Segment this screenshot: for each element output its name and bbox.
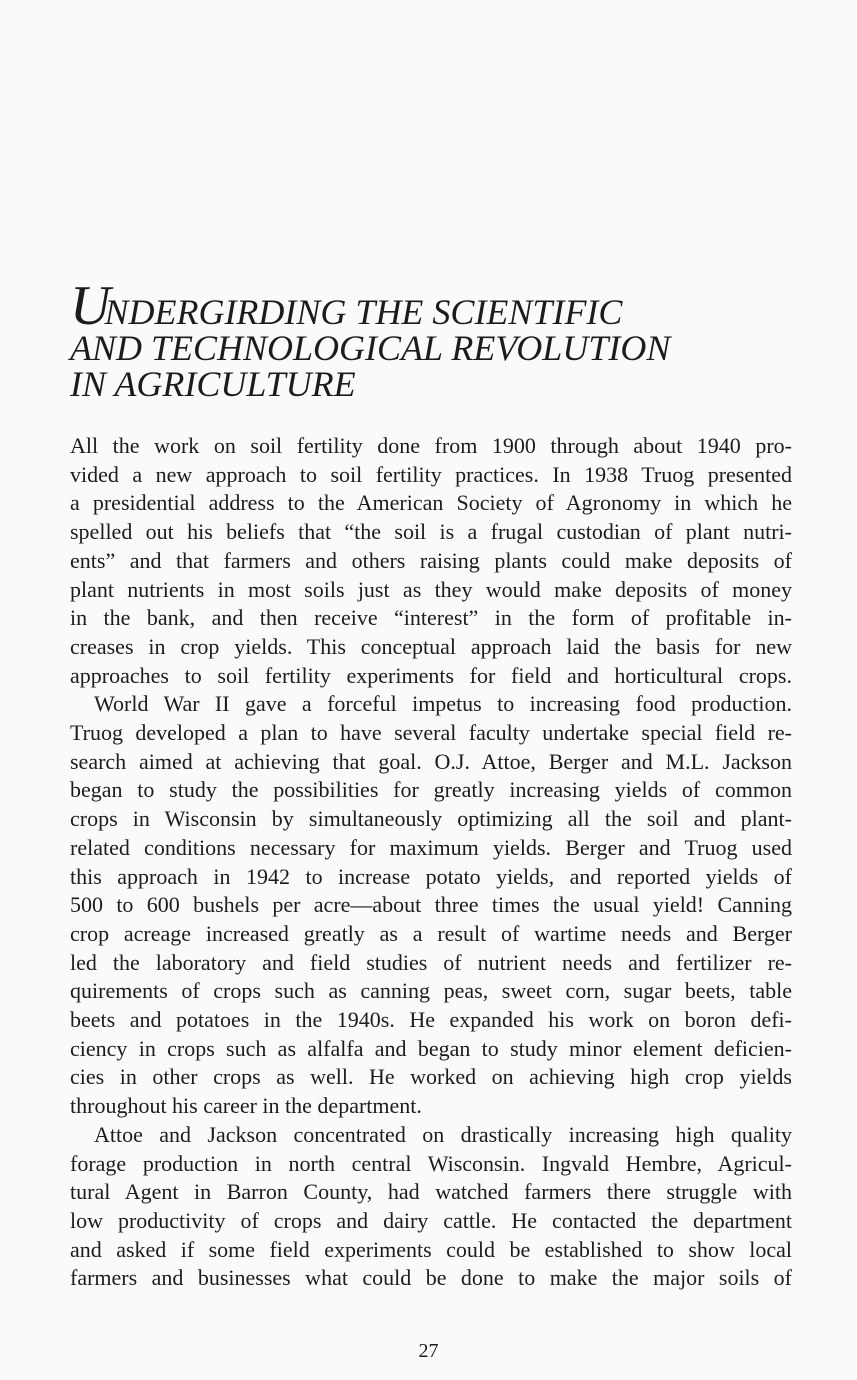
text-line: spelled out his beliefs that “the soil is a frugal custodian of plant nutri- xyxy=(70,519,792,545)
heading-drop-cap: U xyxy=(70,275,105,337)
text-line: led the laboratory and field studies of nutrient needs and fertilizer re- xyxy=(70,949,792,975)
heading-line-2: AND TECHNOLOGICAL REVOLUTION xyxy=(70,328,671,368)
text-line: plant nutrients in most soils just as they would make deposits of money xyxy=(70,576,792,602)
text-line: beets and potatoes in the 1940s. He expanded his work on boron defi- xyxy=(70,1007,792,1033)
text-line: farmers and businesses what could be done to make the major soils of xyxy=(70,1265,792,1291)
heading-line-3: IN AGRICULTURE xyxy=(70,364,356,404)
text-line: throughout his career in the department. xyxy=(70,1093,422,1119)
text-line: 500 to 600 bushels per acre—about three times the usual yield! Canning xyxy=(70,892,792,918)
text-line: Attoe and Jackson concentrated on drastically increasing high quality xyxy=(94,1121,792,1147)
text-line: World War II gave a forceful impetus to increasing food production. xyxy=(94,691,792,717)
text-line: vided a new approach to soil fertility practices. In 1938 Truog presented xyxy=(70,461,792,487)
text-line: tural Agent in Barron County, had watched farmers there struggle with xyxy=(70,1179,792,1205)
text-line: a presidential address to the American Society of Agronomy in which he xyxy=(70,490,792,516)
text-line: low productivity of crops and dairy cattle. He contacted the department xyxy=(70,1207,792,1233)
text-line: ents” and that farmers and others raising plants could make deposits of xyxy=(70,547,792,573)
text-line: ciency in crops such as alfalfa and began to study minor element deficien- xyxy=(70,1035,792,1061)
text-line: related conditions necessary for maximum yields. Berger and Truog used xyxy=(70,834,792,860)
text-line: quirements of crops such as canning peas, sweet corn, sugar beets, table xyxy=(70,978,792,1004)
text-line: search aimed at achieving that goal. O.J. Attoe, Berger and M.L. Jackson xyxy=(70,748,792,774)
chapter-heading xyxy=(70,275,790,404)
text-line: this approach in 1942 to increase potato yields, and reported yields of xyxy=(70,863,792,889)
text-line: All the work on soil fertility done from 1900 through about 1940 pro- xyxy=(70,433,792,458)
heading-line-1-text: NDERGIRDING THE SCIENTIFIC xyxy=(104,292,623,332)
text-line: forage production in north central Wisconsin. Ingvald Hembre, Agricul- xyxy=(70,1150,792,1176)
text-line: crops in Wisconsin by simultaneously optimizing all the soil and plant- xyxy=(70,806,792,832)
text-line: Truog developed a plan to have several faculty undertake special field re- xyxy=(70,720,792,746)
text-line: creases in crop yields. This conceptual approach laid the basis for new xyxy=(70,633,792,659)
text-line: approaches to soil fertility experiments for field and horticultural crops. xyxy=(70,662,792,688)
heading-line-1 xyxy=(70,275,790,337)
page-number: 27 xyxy=(418,1340,439,1362)
text-line: began to study the possibilities for greatly increasing yields of common xyxy=(70,777,792,803)
text-line: crop acreage increased greatly as a result of wartime needs and Berger xyxy=(70,920,792,946)
text-line: in the bank, and then receive “interest” in the form of profitable in- xyxy=(70,605,792,631)
text-line: cies in other crops as well. He worked on achieving high crop yields xyxy=(70,1064,792,1090)
text-line: and asked if some field experiments could be established to show local xyxy=(70,1236,792,1262)
body-text xyxy=(70,432,792,1293)
